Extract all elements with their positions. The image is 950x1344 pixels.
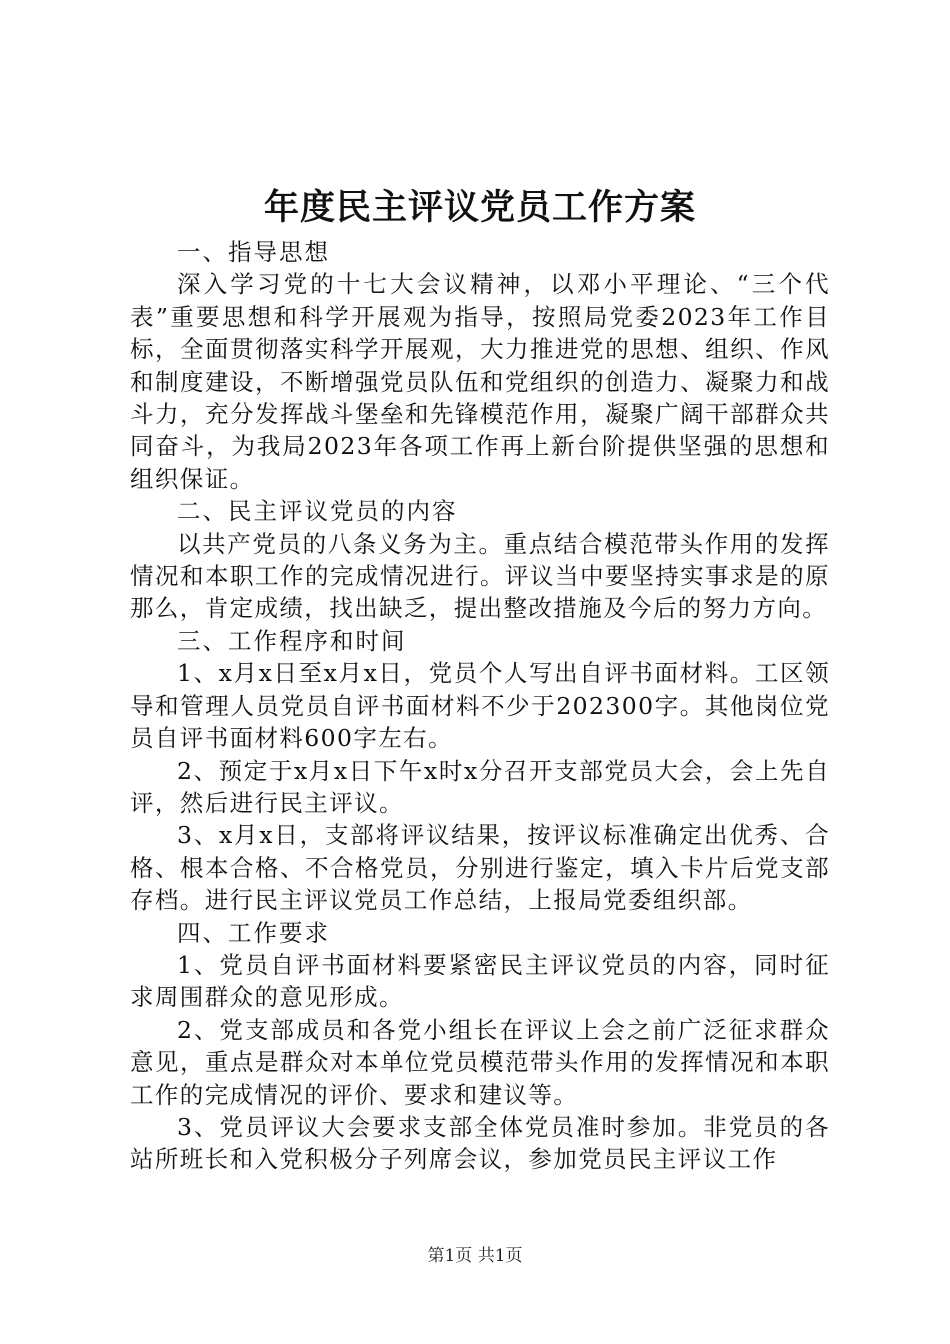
section-heading-1: 一、指导思想 xyxy=(177,238,330,266)
document-title: 年度民主评议党员工作方案 xyxy=(263,187,696,228)
section-heading-4: 四、工作要求 xyxy=(177,918,330,947)
paragraph-requirement-2: 2、党支部成员和各党小组长在评议上会之前广泛征求群众意见，重点是群众对本单位党员模范带头作用的发挥情况和本职工作的完成情况的评价、要求和建议等。 xyxy=(130,1015,830,1109)
document-body xyxy=(130,182,830,1176)
paragraph-evaluation-content: 以共产党员的八条义务为主。重点结合模范带头作用的发挥情况和本职工作的完成情况进行。评议当中要坚持实事求是的原那么，肯定成绩，找出缺乏，提出整改措施及今后的努力方向。 xyxy=(130,529,830,623)
section-heading-2: 二、民主评议党员的内容 xyxy=(177,497,458,526)
paragraph-procedure-3: 3、x月x日，支部将评议结果，按评议标准确定出优秀、合格、根本合格、不合格党员，分别进行鉴定，填入卡片后党支部存档。进行民主评议党员工作总结，上报局党委组织部。 xyxy=(130,821,830,915)
paragraph-procedure-2: 2、预定于x月x日下午x时x分召开支部党员大会，会上先自评，然后进行民主评议。 xyxy=(130,756,830,817)
paragraph-procedure-1: 1、x月x日至x月x日，党员个人写出自评书面材料。工区领导和管理人员党员自评书面材料不少于202300字。其他岗位党员自评书面材料600字左右。 xyxy=(130,659,830,753)
paragraph-requirement-1: 1、党员自评书面材料要紧密民主评议党员的内容，同时征求周围群众的意见形成。 xyxy=(130,950,830,1012)
section-heading-3: 三、工作程序和时间 xyxy=(177,626,407,655)
paragraph-guiding-thought: 深入学习党的十七大会议精神，以邓小平理论、“三个代表”重要思想和科学开展观为指导，按照局党委2023年工作目标，全面贯彻落实科学开展观，大力推进党的思想、组织、作风和制度建设，不断增强党员队伍和党组织的创造力、凝聚力和战斗力，充分发挥战斗堡垒和先锋模范作用，凝聚广阔干部群众共同奋斗，为我局2023年各项工作再上新台阶提供坚强的思想和组织保证。 xyxy=(130,270,830,493)
paragraph-requirement-3: 3、党员评议大会要求支部全体党员准时参加。非党员的各站所班长和入党积极分子列席会议，参加党员民主评议工作 xyxy=(130,1112,830,1174)
page-number-footer: 第1页 共1页 xyxy=(427,1246,523,1266)
